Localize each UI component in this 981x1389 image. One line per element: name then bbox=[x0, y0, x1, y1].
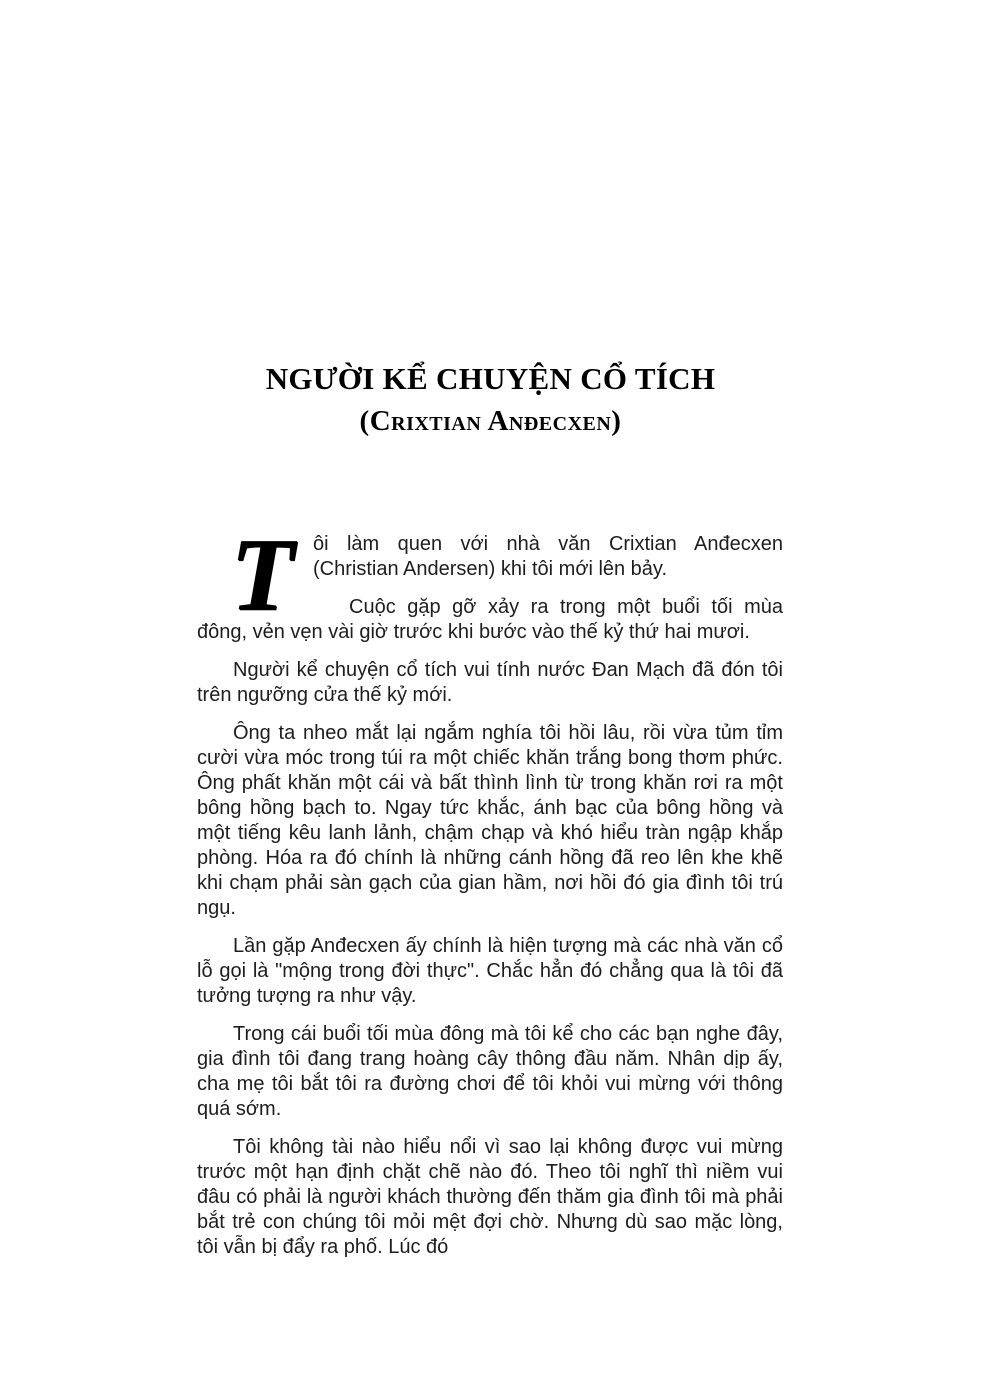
paragraph bbox=[197, 1135, 783, 1260]
chapter-subtitle: (Crixtian Anđecxen) bbox=[359, 405, 622, 437]
paragraph-text: ôi làm quen với nhà văn Crixtian Anđecxen (Christian Andersen) khi tôi mới lên bảy. bbox=[313, 533, 783, 580]
paragraph-text: Tôi không tài nào hiểu nổi vì sao lại không được vui mừng trước một hạn định chặt chẽ nào đó. Theo tôi nghĩ thì niềm vui đâu có phải là người khách thường đến thăm gia đình tôi mà phải bắt trẻ con chúng tôi mỏi mệt đợi chờ. Nhưng dù sao mặc lòng, tôi vẫn bị đẩy ra phố. Lúc đó bbox=[197, 1136, 783, 1258]
paragraph bbox=[197, 934, 783, 1009]
paragraph-text: Người kể chuyện cổ tích vui tính nước Đan Mạch đã đón tôi trên ngưỡng cửa thế kỷ mới. bbox=[197, 659, 783, 706]
paragraph bbox=[197, 1022, 783, 1122]
paragraph-text: Lần gặp Anđecxen ấy chính là hiện tượng mà các nhà văn cổ lỗ gọi là "mộng trong đời thực". Chắc hẳn đó chẳng qua là tôi đã tưởng tượng ra như vậy. bbox=[197, 935, 783, 1007]
paragraph-text: Cuộc gặp gỡ xảy ra trong một buổi tối mùa đông, vẻn vẹn vài giờ trước khi bước vào thế kỷ thứ hai mươi. bbox=[197, 596, 783, 643]
paragraph bbox=[197, 721, 783, 921]
chapter-title: NGƯỜI KỂ CHUYỆN CỔ TÍCH bbox=[265, 361, 716, 396]
chapter-body bbox=[197, 517, 783, 1260]
paragraph-text: Ông ta nheo mắt lại ngắm nghía tôi hồi lâu, rồi vừa tủm tỉm cười vừa móc trong túi ra một chiếc khăn trắng bong thơm phức. Ông phất khăn một cái và bất thình lình từ trong khăn rơi ra một bông hồng bạch to. Ngay tức khắc, ánh bạc của bông hồng và một tiếng kêu lanh lảnh, chậm chạp và khó hiểu tràn ngập khắp phòng. Hóa ra đó chính là những cánh hồng đã reo lên khe khẽ khi chạm phải sàn gạch của gian hầm, nơi hồi đó gia đình tôi trú ngụ. bbox=[197, 722, 783, 919]
paragraph-text: Trong cái buổi tối mùa đông mà tôi kể cho các bạn nghe đây, gia đình tôi đang trang hoàng cây thông đầu năm. Nhân dịp ấy, cha mẹ tôi bắt tôi ra đường chơi để tôi khỏi vui mừng với thông quá sớm. bbox=[197, 1023, 783, 1120]
paragraph bbox=[197, 658, 783, 708]
drop-cap-initial: T bbox=[230, 517, 294, 632]
